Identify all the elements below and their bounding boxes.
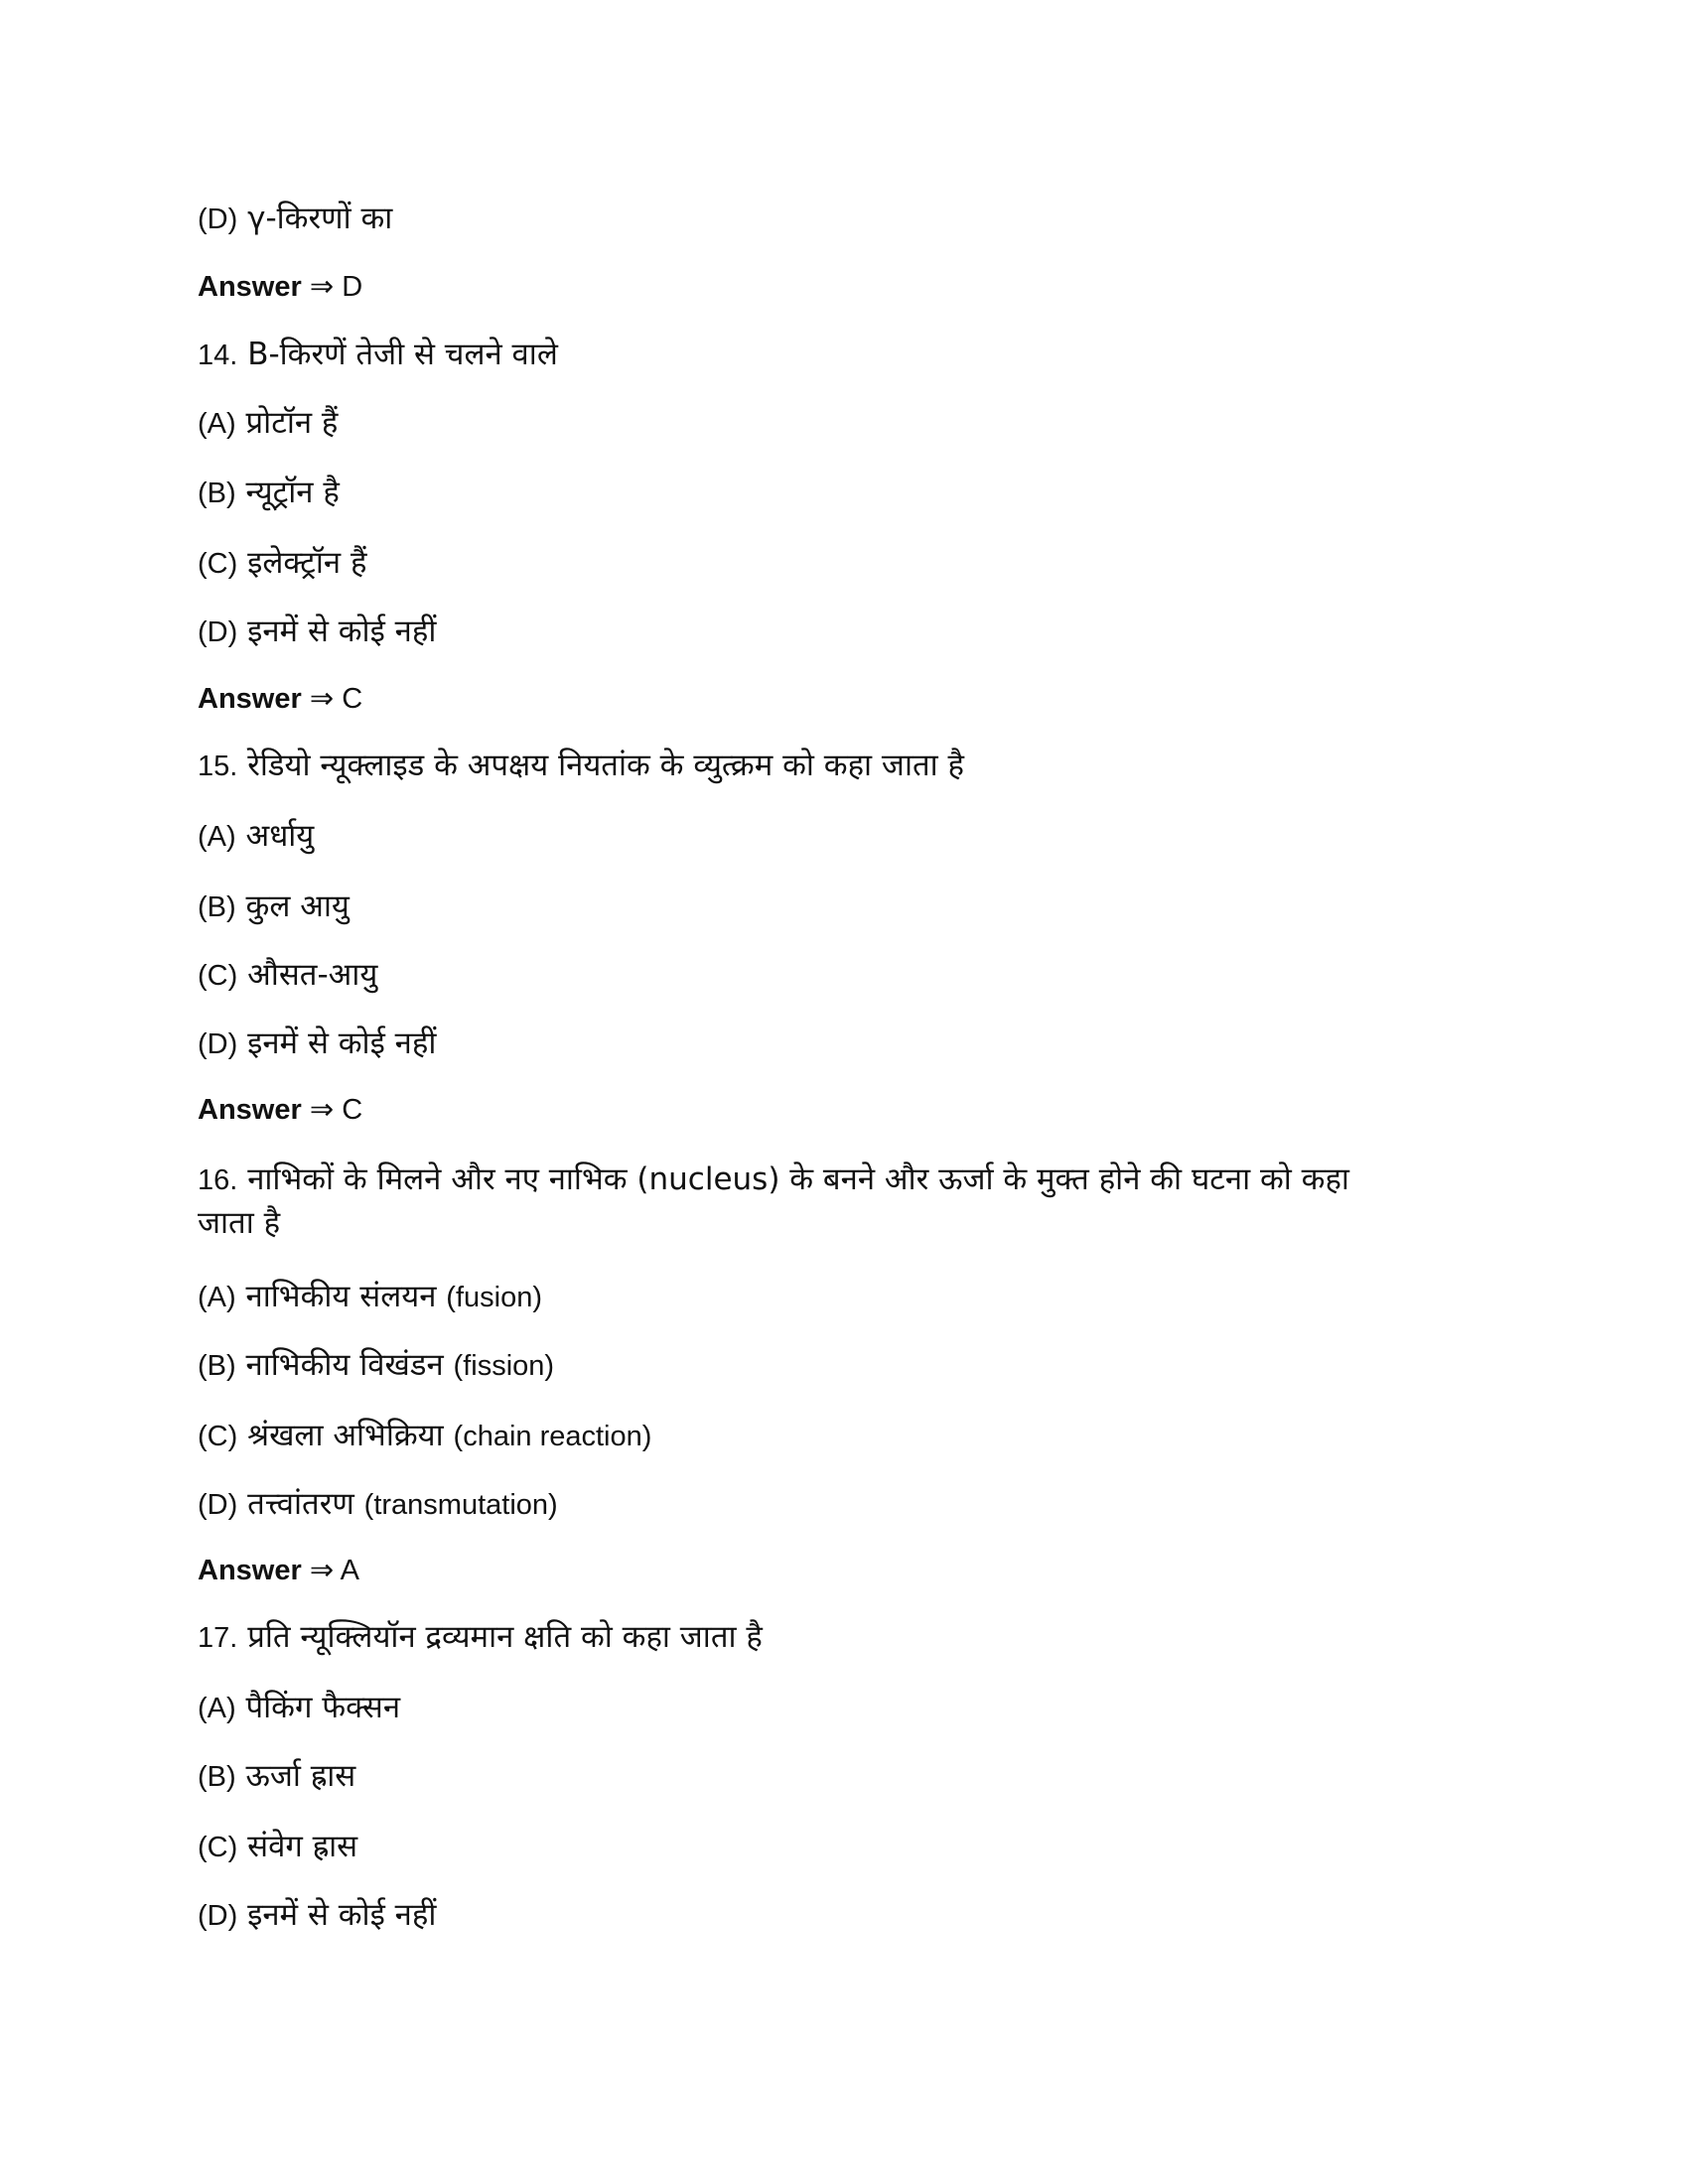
answer-value: A [340,1555,359,1586]
option-label: (D) [198,204,238,235]
question-17 [198,1617,763,1658]
question-text: नाभिकों के मिलने और नए नाभिक (nucleus) के बनने और ऊर्जा के मुक्त होने की घटना को कहा [247,1161,1349,1197]
q16-option-b [198,1345,554,1386]
question-number: 14. [198,340,238,371]
option-english: (fusion) [446,1282,542,1313]
option-label: (C) [198,1832,238,1863]
option-text: इनमें से कोई नहीं [247,1897,437,1933]
option-label: (B) [198,1350,236,1382]
question-text: रेडियो न्यूक्लाइड के अपक्षय नियतांक के व्युत्क्रम को कहा जाता है [247,748,964,783]
question-15 [198,746,964,786]
option-label: (D) [198,616,238,648]
answer-value: D [342,271,363,303]
option-text: तत्त्वांतरण [247,1486,354,1522]
answer-value: C [342,683,363,715]
q16-option-a [198,1277,542,1317]
q14-option-b [198,473,340,513]
answer-label: Answer [198,1094,302,1126]
answer-line [198,267,362,307]
implies-arrow-icon: ⇒ [309,271,335,303]
option-label: (A) [198,408,236,440]
option-label: (D) [198,1900,238,1932]
q15-option-c [198,955,377,996]
question-16-continuation [198,1203,280,1243]
q17-option-d [198,1895,436,1936]
option-text: नाभिकीय संलयन [245,1279,437,1314]
option-text: औसत-आयु [247,957,378,993]
option-text: न्यूट्रॉन है [245,475,340,510]
option-text: इनमें से कोई नहीं [247,1025,437,1061]
q14-option-a [198,403,338,444]
option-label: (A) [198,1693,236,1724]
option-label: (D) [198,1489,238,1521]
question-number: 17. [198,1622,238,1654]
option-text: संवेग ह्रास [247,1829,358,1864]
option-label: (C) [198,548,238,580]
q17-option-b [198,1756,355,1797]
option-english: (fission) [453,1350,555,1382]
question-text: B-किरणें तेजी से चलने वाले [247,337,558,372]
q16-option-c [198,1416,651,1456]
option-text: श्रंखला अभिक्रिया [247,1418,444,1453]
option-english: (chain reaction) [453,1421,652,1452]
option-d-continued [198,199,392,239]
q14-option-c [198,543,366,584]
question-number: 16. [198,1164,238,1196]
option-text: अर्धायु [245,818,315,854]
option-label: (C) [198,960,238,992]
option-label: (C) [198,1421,238,1452]
answer-label: Answer [198,683,302,715]
option-text: γ-किरणों का [247,201,393,236]
question-text: जाता है [198,1205,281,1241]
question-number: 15. [198,751,238,782]
q15-option-d [198,1024,436,1064]
answer-value: C [342,1094,363,1126]
option-label: (A) [198,821,236,853]
question-text: प्रति न्यूक्लियॉन द्रव्यमान क्षति को कहा जाता है [247,1619,763,1655]
question-14 [198,335,558,375]
q15-option-a [198,816,314,857]
option-text: कुल आयु [245,888,350,924]
q16-answer [198,1551,359,1590]
answer-label: Answer [198,1555,302,1586]
q14-option-d [198,612,436,652]
q16-option-d [198,1484,558,1525]
q17-option-a [198,1688,400,1728]
answer-label: Answer [198,271,302,303]
option-label: (B) [198,478,236,509]
q15-answer [198,1090,362,1130]
option-text: ऊर्जा ह्रास [245,1758,356,1794]
option-text: नाभिकीय विखंडन [245,1347,444,1383]
question-16 [198,1160,1349,1200]
option-text: पैकिंग फैक्सन [245,1690,401,1725]
q17-option-c [198,1827,357,1867]
option-text: इलेक्ट्रॉन हैं [247,545,367,581]
option-english: (transmutation) [363,1489,558,1521]
option-text: इनमें से कोई नहीं [247,614,437,649]
option-label: (D) [198,1028,238,1060]
q15-option-b [198,887,350,927]
implies-arrow-icon: ⇒ [309,683,335,715]
implies-arrow-icon: ⇒ [309,1094,335,1126]
option-text: प्रोटॉन हैं [245,405,339,441]
implies-arrow-icon: ⇒ [309,1555,335,1586]
option-label: (B) [198,891,236,923]
option-label: (B) [198,1761,236,1793]
option-label: (A) [198,1282,236,1313]
q14-answer [198,679,362,719]
